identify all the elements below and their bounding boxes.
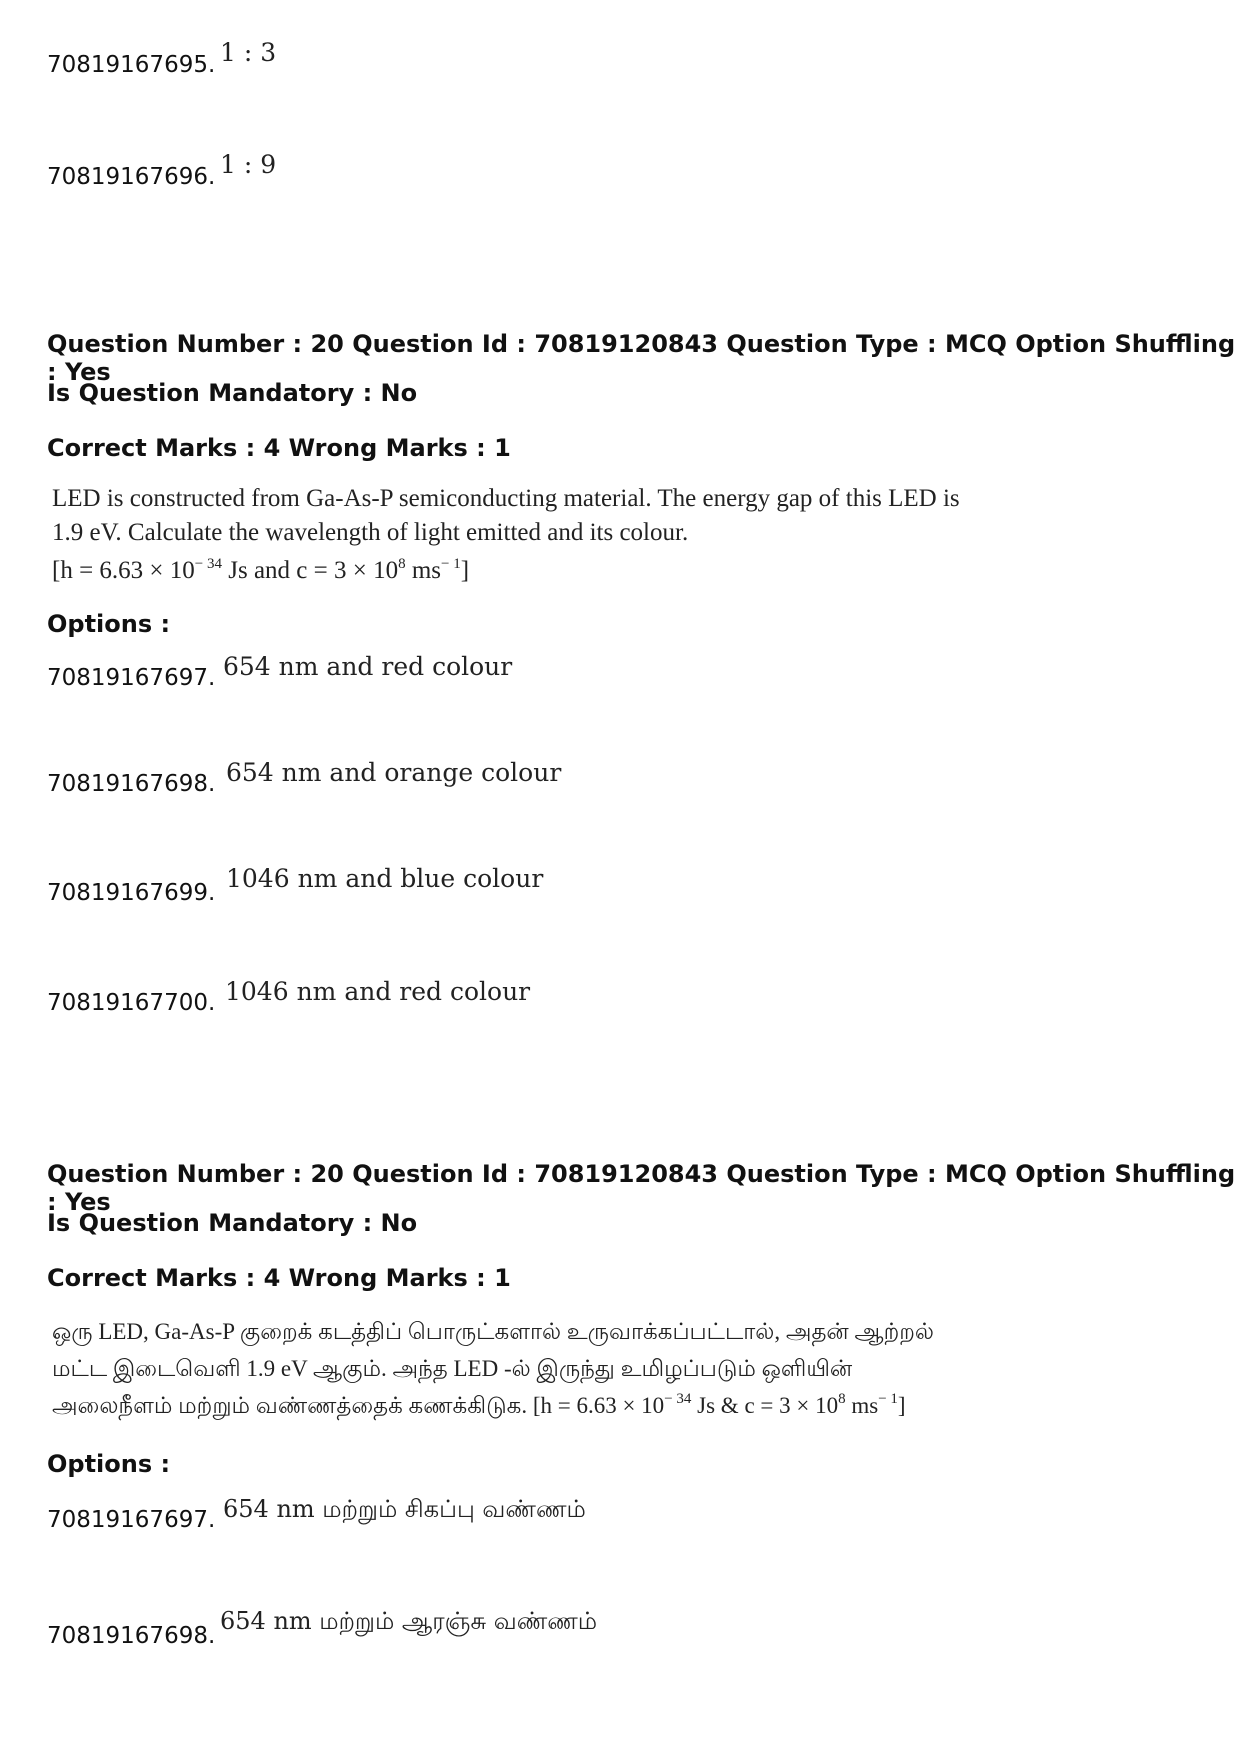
question-text-line: மட்ட இடைவெளி 1.9 eV ஆகும். அந்த LED -ல் இருந்து உமிழப்படும் ஒளியின் [52, 1356, 853, 1381]
question-text-line: ஒரு LED, Ga-As-P குறைக் கடத்திப் பொருட்களால் உருவாக்கப்பட்டால், அதன் ஆற்றல் [52, 1319, 934, 1344]
question-marks: Correct Marks : 4 Wrong Marks : 1 [47, 1264, 511, 1292]
option-text: 1046 nm and red colour [225, 977, 531, 1006]
question-header: Question Number : 20 Question Id : 70819120843 Question Type : MCQ Option Shuffling : Yes [47, 1160, 1236, 1216]
question-mandatory: Is Question Mandatory : No [47, 1209, 418, 1237]
question-marks: Correct Marks : 4 Wrong Marks : 1 [47, 434, 511, 462]
option-text: 654 nm and red colour [223, 652, 513, 681]
option-id: 70819167699. [47, 880, 216, 906]
option-id: 70819167697. [47, 665, 216, 691]
option-text: 1 : 3 [220, 38, 277, 67]
option-id: 70819167698. [47, 771, 216, 797]
question-text-line: LED is constructed from Ga-As-P semiconducting material. The energy gap of this LED is [52, 485, 960, 512]
option-id: 70819167695. [47, 52, 216, 78]
option-id: 70819167700. [47, 990, 216, 1016]
question-text [52, 482, 960, 588]
option-id: 70819167698. [47, 1623, 216, 1649]
option-text: 1046 nm and blue colour [226, 864, 544, 893]
question-formula: அலைநீளம் மற்றும் வண்ணத்தைக் கணக்கிடுக. [$h = 6.63 \times 10^{- 34}$ Js & $c = 3 \times 10^8$ $ms^{- 1}$] [52, 1391, 906, 1418]
option-id: 70819167696. [47, 164, 216, 190]
options-label: Options : [47, 610, 171, 638]
option-id: 70819167697. [47, 1507, 216, 1533]
question-mandatory: Is Question Mandatory : No [47, 379, 418, 407]
question-formula: [$h = 6.63 \times 10^{- 34}$ Js and $c = 3 \times 10^8$ $ms^{- 1}$] [52, 556, 470, 584]
options-label: Options : [47, 1450, 171, 1478]
option-text: 654 nm மற்றும் சிகப்பு வண்ணம் [223, 1495, 586, 1523]
option-text: 654 nm and orange colour [226, 758, 562, 787]
option-text: 654 nm மற்றும் ஆரஞ்சு வண்ணம் [220, 1607, 598, 1635]
question-text-line: 1.9 eV. Calculate the wavelength of light emitted and its colour. [52, 519, 689, 546]
question-header: Question Number : 20 Question Id : 70819120843 Question Type : MCQ Option Shuffling : Yes [47, 330, 1236, 386]
question-text [52, 1313, 934, 1424]
option-text: 1 : 9 [220, 150, 277, 179]
